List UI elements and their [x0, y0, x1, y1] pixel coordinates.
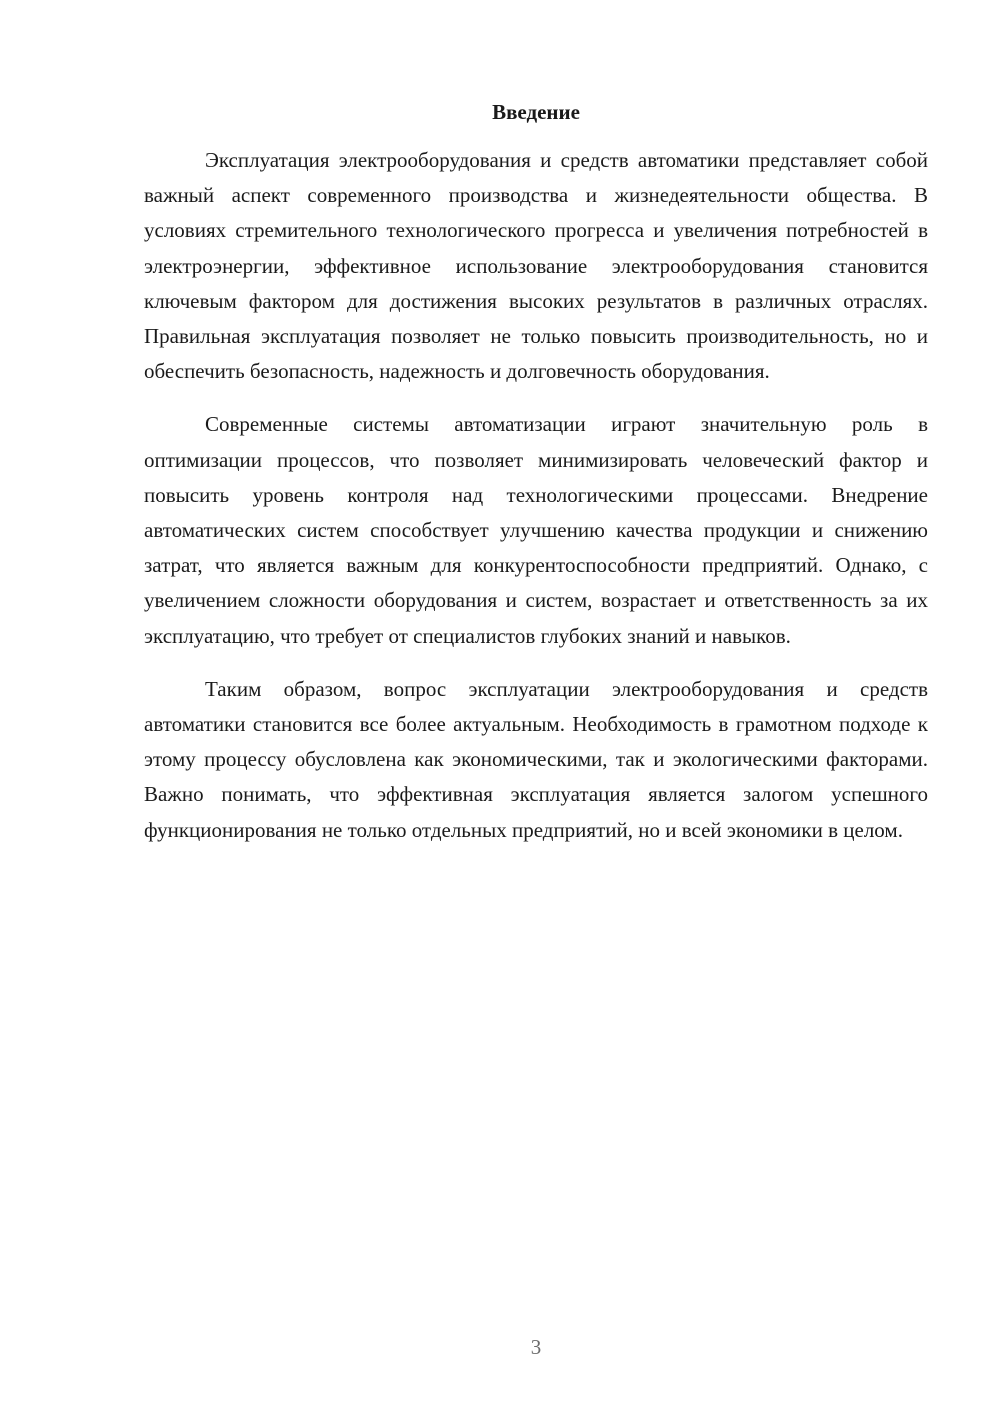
page-number: 3: [530, 1335, 542, 1359]
paragraph: Таким образом, вопрос эксплуатации электрооборудования и средств автоматики становится все более актуальным. Необходимость в грамотном подходе к этому процессу обусловлена как экономическими, так и экологическими факторами. Важно понимать, что эффективная эксплуатация является залогом успешного функционирования не только отдельных предприятий, но и всей экономики в целом.: [144, 676, 928, 842]
paragraph: Современные системы автоматизации играют значительную роль в оптимизации процессов, что позволяет минимизировать человеческий фактор и повысить уровень контроля над технологическими процессами. Внедрение автоматических систем способствует улучшению качества продукции и снижению затрат, что является важным для конкурентоспособности предприятий. Однако, с увеличением сложности оборудования и систем, возрастает и ответственность за их эксплуатацию, что требует от специалистов глубоких знаний и навыков.: [144, 412, 928, 648]
body-text: [144, 143, 928, 848]
section-heading: Введение: [492, 100, 580, 124]
paragraph: Эксплуатация электрооборудования и средств автоматики представляет собой важный аспект современного производства и жизнедеятельности общества. В условиях стремительного технологического прогресса и увеличения потребностей в электроэнергии, эффективное использование электрооборудования становится ключевым фактором для достижения высоких результатов в различных отраслях. Правильная эксплуатация позволяет не только повысить производительность, но и обеспечить безопасность, надежность и долговечность оборудования.: [144, 148, 928, 384]
